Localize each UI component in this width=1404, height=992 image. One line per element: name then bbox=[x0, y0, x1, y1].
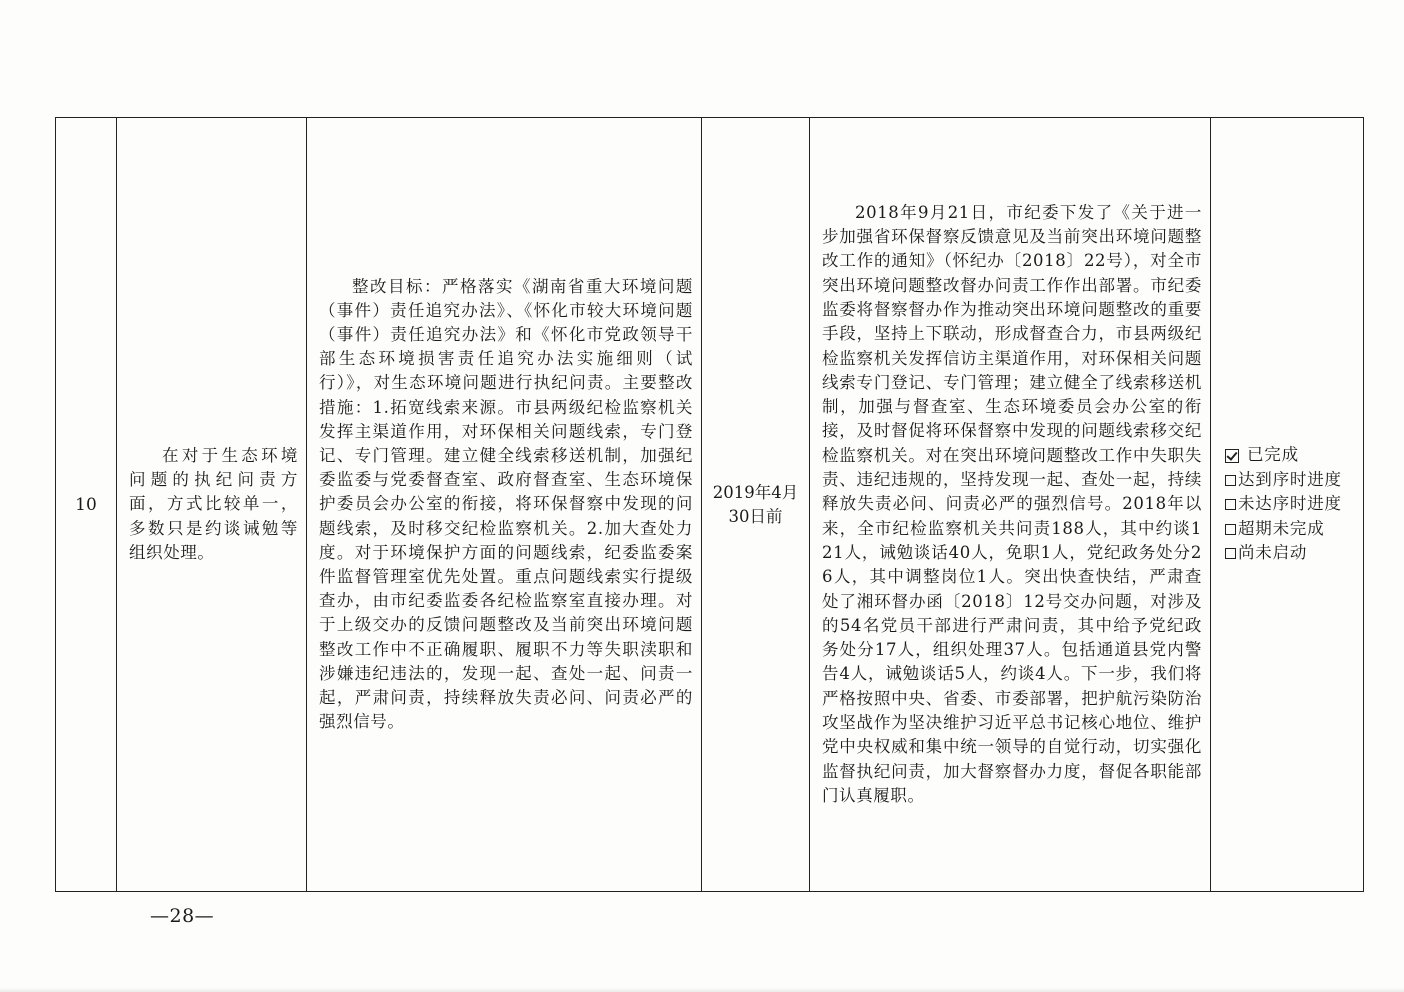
checkbox-icon[interactable] bbox=[1225, 524, 1236, 535]
checkbox-icon[interactable] bbox=[1225, 475, 1236, 486]
status-option-on-schedule[interactable] bbox=[1225, 468, 1363, 493]
row-number-cell bbox=[56, 118, 117, 892]
status-option-label: 未达序时进度 bbox=[1238, 494, 1342, 514]
status-option-label: 达到序时进度 bbox=[1238, 469, 1342, 489]
status-option-label: 超期未完成 bbox=[1238, 518, 1325, 538]
measures-cell bbox=[307, 118, 702, 892]
scan-edge bbox=[0, 988, 1404, 992]
measures-text: 整改目标：严格落实《湖南省重大环境问题（事件）责任追究办法》、《怀化市较大环境问题（事件）责任追究办法》和《怀化市党政领导干部生态环境损害责任追究办法实施细则（试行）》，对生态环境问题进行执纪问责。主要整改措施：1.拓宽线索来源。市县两级纪检监察机关发挥主渠道作用，对环保相关问题线索，专门登记、专门管理。建立健全线索移送机制，加强纪委监委与党委督查室、政府督查室、生态环境保护委员会办公室的衔接，将环保督察中发现的问题线索，及时移交纪检监察机关。2.加大查处力度。对于环境保护方面的问题线索，纪委监委案件监督管理室优先处置。重点问题线索实行提级查办，由市纪委监委各纪检监察室直接办理。对于上级交办的反馈问题整改及当前突出环境问题整改工作中不正确履职、履职不力等失职渎职和涉嫌违纪违法的，发现一起、查处一起、问责一起，严肃问责，持续释放失责必问、问责必严的强烈信号。 bbox=[319, 276, 693, 732]
row-number: 10 bbox=[75, 494, 97, 515]
problem-text: 在对于生态环境问题的执纪问责方面，方式比较单一，多数只是约谈诫勉等组织处理。 bbox=[129, 445, 298, 562]
status-option-label: 尚未启动 bbox=[1238, 543, 1308, 563]
checked-box-icon[interactable] bbox=[1225, 449, 1239, 463]
status-option-behind-schedule[interactable] bbox=[1225, 492, 1363, 517]
status-option-label: 已完成 bbox=[1247, 445, 1299, 465]
status-cell bbox=[1211, 118, 1364, 892]
deadline-text: 2019年4月30日前 bbox=[712, 482, 799, 526]
status-option-overdue[interactable] bbox=[1225, 517, 1363, 542]
status-checklist bbox=[1211, 443, 1363, 566]
page-number: —28— bbox=[150, 905, 215, 927]
rectification-table bbox=[55, 117, 1364, 892]
progress-cell bbox=[810, 118, 1211, 892]
status-option-not-started[interactable] bbox=[1225, 541, 1363, 566]
status-option-completed[interactable] bbox=[1225, 443, 1363, 468]
deadline-cell bbox=[702, 118, 810, 892]
checkbox-icon[interactable] bbox=[1225, 548, 1236, 559]
checkbox-icon[interactable] bbox=[1225, 499, 1236, 510]
progress-text: 2018年9月21日，市纪委下发了《关于进一步加强省环保督察反馈意见及当前突出环境问题整改工作的通知》（怀纪办〔2018〕22号），对全市突出环境问题整改督办问责工作作出部署。市纪委监委将督察督办作为推动突出环境问题整改的重要手段，坚持上下联动，形成督查合力，市县两级纪检监察机关发挥信访主渠道作用，对环保相关问题线索专门登记、专门管理；建立健全了线索移送机制，加强与督查室、生态环境委员会办公室的衔接，及时督促将环保督察中发现的问题线索移交纪检监察机关。对在突出环境问题整改工作中失职失责、违纪违规的，坚持发现一起、查处一起，持续释放失责必问、问责必严的强烈信号。2018年以来，全市纪检监察机关共问责188人，其中约谈121人，诫勉谈话40人，免职1人，党纪政务处分26人，其中调整岗位1人。突出快查快结，严肃查处了湘环督办函〔2018〕12号交办问题，对涉及的54名党员干部进行严肃问责，其中给予党纪政务处分17人，组织处理37人。包括通道县党内警告4人，诫勉谈话5人，约谈4人。下一步，我们将严格按照中央、省委、市委部署，把护航污染防治攻坚战作为坚决维护习近平总书记核心地位、维护党中央权威和集中统一领导的自觉行动，切实强化监督执纪问责，加大督察督办力度，督促各职能部门认真履职。 bbox=[822, 202, 1202, 805]
table-row bbox=[56, 118, 1364, 892]
problem-cell bbox=[117, 118, 307, 892]
